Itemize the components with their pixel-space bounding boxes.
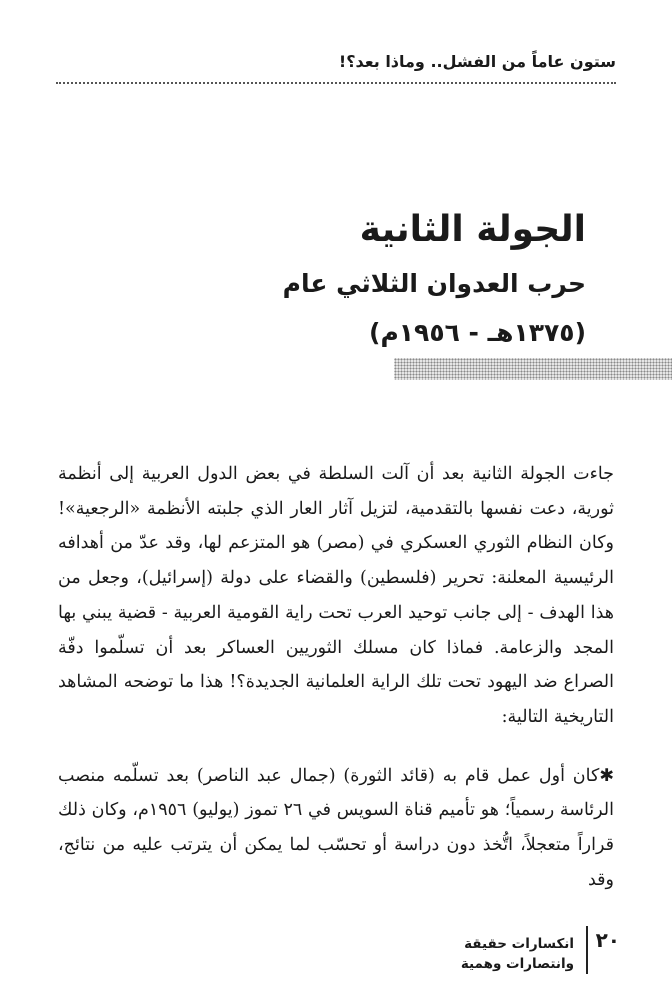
chapter-subtitle: حرب العدوان الثلاثي عام: [282, 269, 586, 298]
page-number: ٢٠: [595, 928, 620, 952]
body-paragraph-1: جاءت الجولة الثانية بعد أن آلت السلطة في بعض الدول العربية إلى أنظمة ثورية، دعت نفسها بالتقدمية، لتزيل آثار العار الذي جلبته الأنظمة «الرجعية»! وكان النظام الثوري العسكري في (مصر) هو المتزعم لها، وقد عدّ من أهدافه الرئيسية المعلنة: تحرير (فلسطين) والقضاء على دولة (إسرائيل)، وجعل من هذا الهدف - إلى جانب توحيد العرب تحت راية القومية العربية - قضية يبني بها المجد والزعامة. فماذا كان مسلك الثوريين العساكر بعد أن تسلّموا دفّة الصراع ضد اليهود تحت تلك الراية العلمانية الجديدة؟! هذا ما توضحه المشاهد التاريخية التالية:: [58, 464, 614, 727]
footer-vertical-rule: [586, 926, 588, 974]
body-text: [58, 457, 614, 897]
chapter-title: الجولة الثانية: [359, 209, 586, 250]
header-dotted-rule: [56, 82, 616, 84]
bullet-star-icon: ✱: [599, 765, 614, 786]
footer-book-title-line-2: وانتصارات وهمية: [460, 956, 574, 972]
footer-book-title: [461, 934, 574, 974]
chapter-date: (١٣٧٥هـ - ١٩٥٦م): [369, 318, 586, 347]
body-paragraph-2-container: [58, 759, 614, 898]
footer-book-title-line-1: انكسارات حقيقة: [464, 936, 574, 952]
decorative-dotted-bar: [394, 358, 672, 380]
running-header: ستون عاماً من الفشل.. وماذا بعد؟!: [338, 52, 616, 71]
body-paragraph-2: كان أول عمل قام به (قائد الثورة) (جمال عبد الناصر) بعد تسلّمه منصب الرئاسة رسمياً؛ هو تأميم قناة السويس في ٢٦ تموز (يوليو) ١٩٥٦م، وكان ذلك قراراً متعجلاً، اتُّخذ دون دراسة أو تحسّب لما يمكن أن يترتب عليه من نتائج، وقد: [58, 765, 615, 890]
